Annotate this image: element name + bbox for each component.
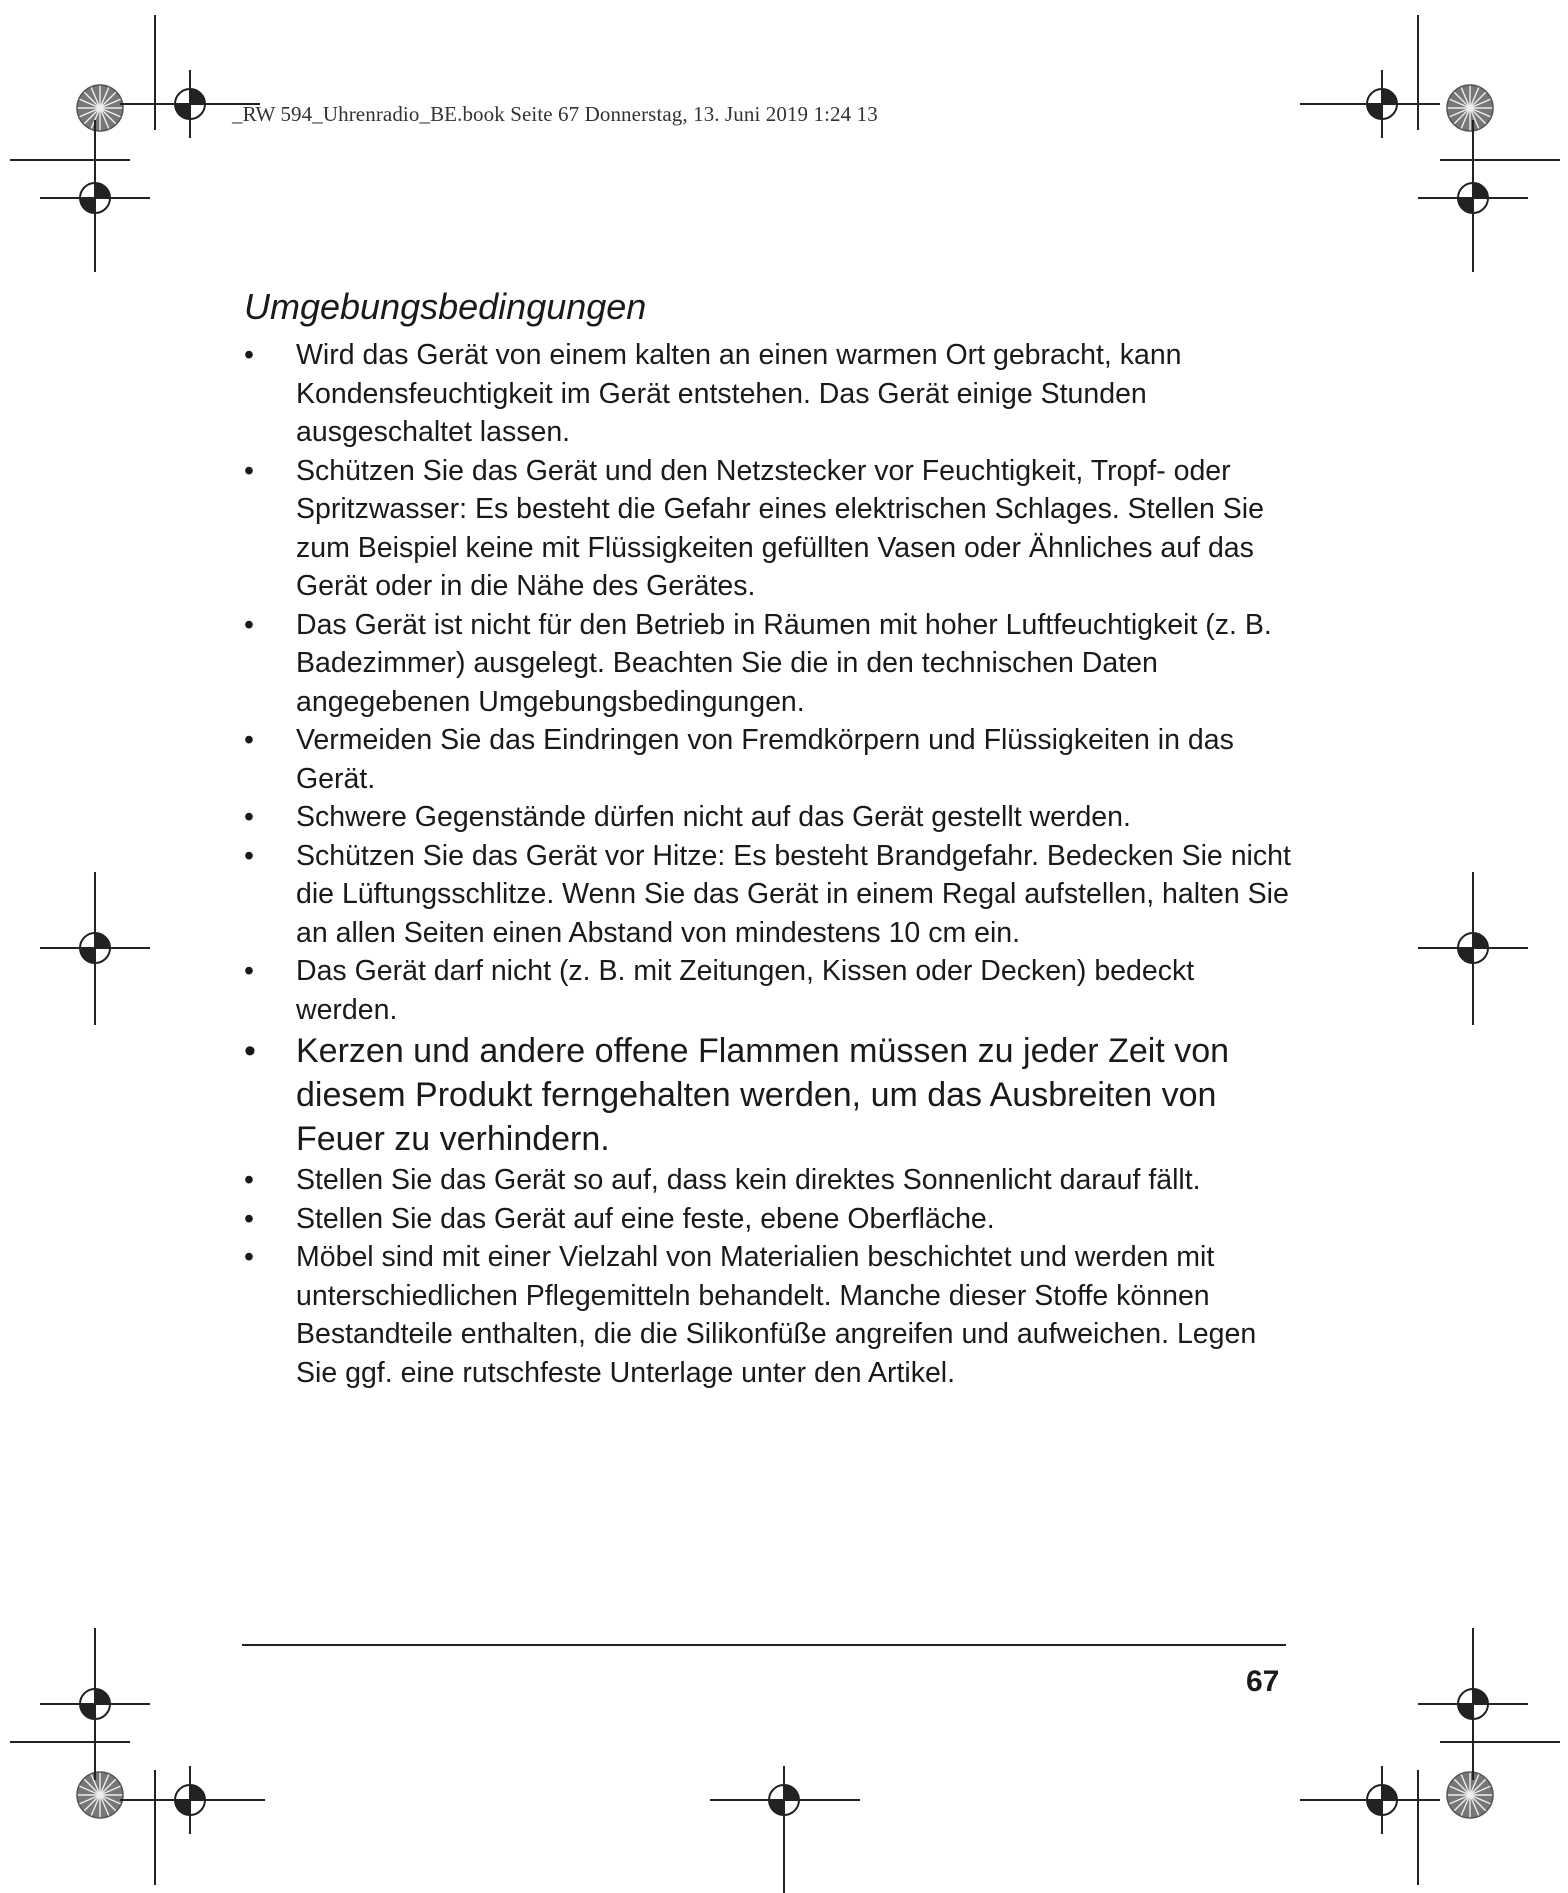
bullet-glyph: • bbox=[244, 1241, 254, 1273]
bullet-glyph: • bbox=[244, 955, 254, 987]
list-item bbox=[232, 606, 1302, 722]
bullet-list bbox=[232, 336, 1302, 1392]
list-item-text: Stellen Sie das Gerät auf eine feste, ebene Oberfläche. bbox=[296, 1202, 995, 1235]
list-item bbox=[232, 798, 1302, 837]
bullet-glyph: • bbox=[244, 1164, 254, 1196]
print-slug: _RW 594_Uhrenradio_BE.book Seite 67 Donnerstag, 13. Juni 2019 1:24 13 bbox=[232, 102, 878, 126]
list-item-text: Das Gerät ist nicht für den Betrieb in Räumen mit hoher Luftfeuchtigkeit (z. B. Badezimmer) ausgelegt. Beachten Sie die in den technischen Daten angegebenen Umgebungsbedingungen. bbox=[296, 608, 1272, 718]
list-item bbox=[232, 837, 1302, 953]
list-item bbox=[232, 336, 1302, 452]
list-item-text: Schützen Sie das Gerät und den Netzstecker vor Feuchtigkeit, Tropf- oder Spritzwasser: Es besteht die Gefahr eines elektrischen Schlages. Stellen Sie zum Beispiel keine mit Flüssigkeiten gefüllten Vasen oder Ähnliches auf das Gerät oder in die Nähe des Gerätes. bbox=[296, 454, 1264, 602]
bullet-glyph: • bbox=[244, 454, 254, 487]
list-item-text: Das Gerät darf nicht (z. B. mit Zeitungen, Kissen oder Decken) bedeckt werden. bbox=[296, 955, 1195, 1026]
bullet-glyph: • bbox=[244, 1202, 254, 1235]
list-item bbox=[232, 952, 1302, 1029]
bullet-glyph: • bbox=[244, 608, 254, 641]
bullet-glyph: • bbox=[244, 1032, 256, 1070]
list-item-text: Möbel sind mit einer Vielzahl von Materialien beschichtet und werden mit unterschiedlichen Pflegemitteln behandelt. Manche dieser Stoffe können Bestandteile enthalten, die die Silikonfüße angreifen und aufweichen. Legen Sie ggf. eine rutschfeste Unterlage unter den Artikel. bbox=[296, 1241, 1257, 1389]
list-item-emphasized bbox=[232, 1029, 1302, 1161]
bullet-glyph: • bbox=[244, 801, 254, 833]
section-title: Umgebungsbedingungen bbox=[244, 286, 647, 327]
list-item bbox=[232, 1238, 1302, 1392]
list-item-text: Schützen Sie das Gerät vor Hitze: Es besteht Brandgefahr. Bedecken Sie nicht die Lüftungsschlitze. Wenn Sie das Gerät in einem Regal aufstellen, halten Sie an allen Seiten einen Abstand von mindestens 10 cm ein. bbox=[296, 839, 1291, 949]
footer-rule bbox=[242, 1644, 1286, 1646]
list-item-text: Schwere Gegenstände dürfen nicht auf das Gerät gestellt werden. bbox=[296, 801, 1131, 833]
bullet-glyph: • bbox=[244, 339, 254, 371]
list-item-text: Stellen Sie das Gerät so auf, dass kein direktes Sonnenlicht darauf fällt. bbox=[296, 1164, 1201, 1196]
list-item-text: Wird das Gerät von einem kalten an einen warmen Ort gebracht, kann Kondensfeuchtigkeit im Gerät entstehen. Das Gerät einige Stunden ausgeschaltet lassen. bbox=[296, 339, 1182, 448]
list-item bbox=[232, 1161, 1302, 1200]
list-item-text: Vermeiden Sie das Eindringen von Fremdkörpern und Flüssigkeiten in das Gerät. bbox=[296, 724, 1234, 795]
list-item bbox=[232, 1200, 1302, 1239]
list-item-text: Kerzen und andere offene Flammen müssen zu jeder Zeit von diesem Produkt ferngehalten werden, um das Ausbreiten von Feuer zu verhindern. bbox=[296, 1032, 1230, 1158]
list-item bbox=[232, 721, 1302, 798]
list-item bbox=[232, 452, 1302, 606]
bullet-glyph: • bbox=[244, 839, 254, 872]
page-number: 67 bbox=[1246, 1665, 1280, 1698]
bullet-glyph: • bbox=[244, 724, 254, 756]
